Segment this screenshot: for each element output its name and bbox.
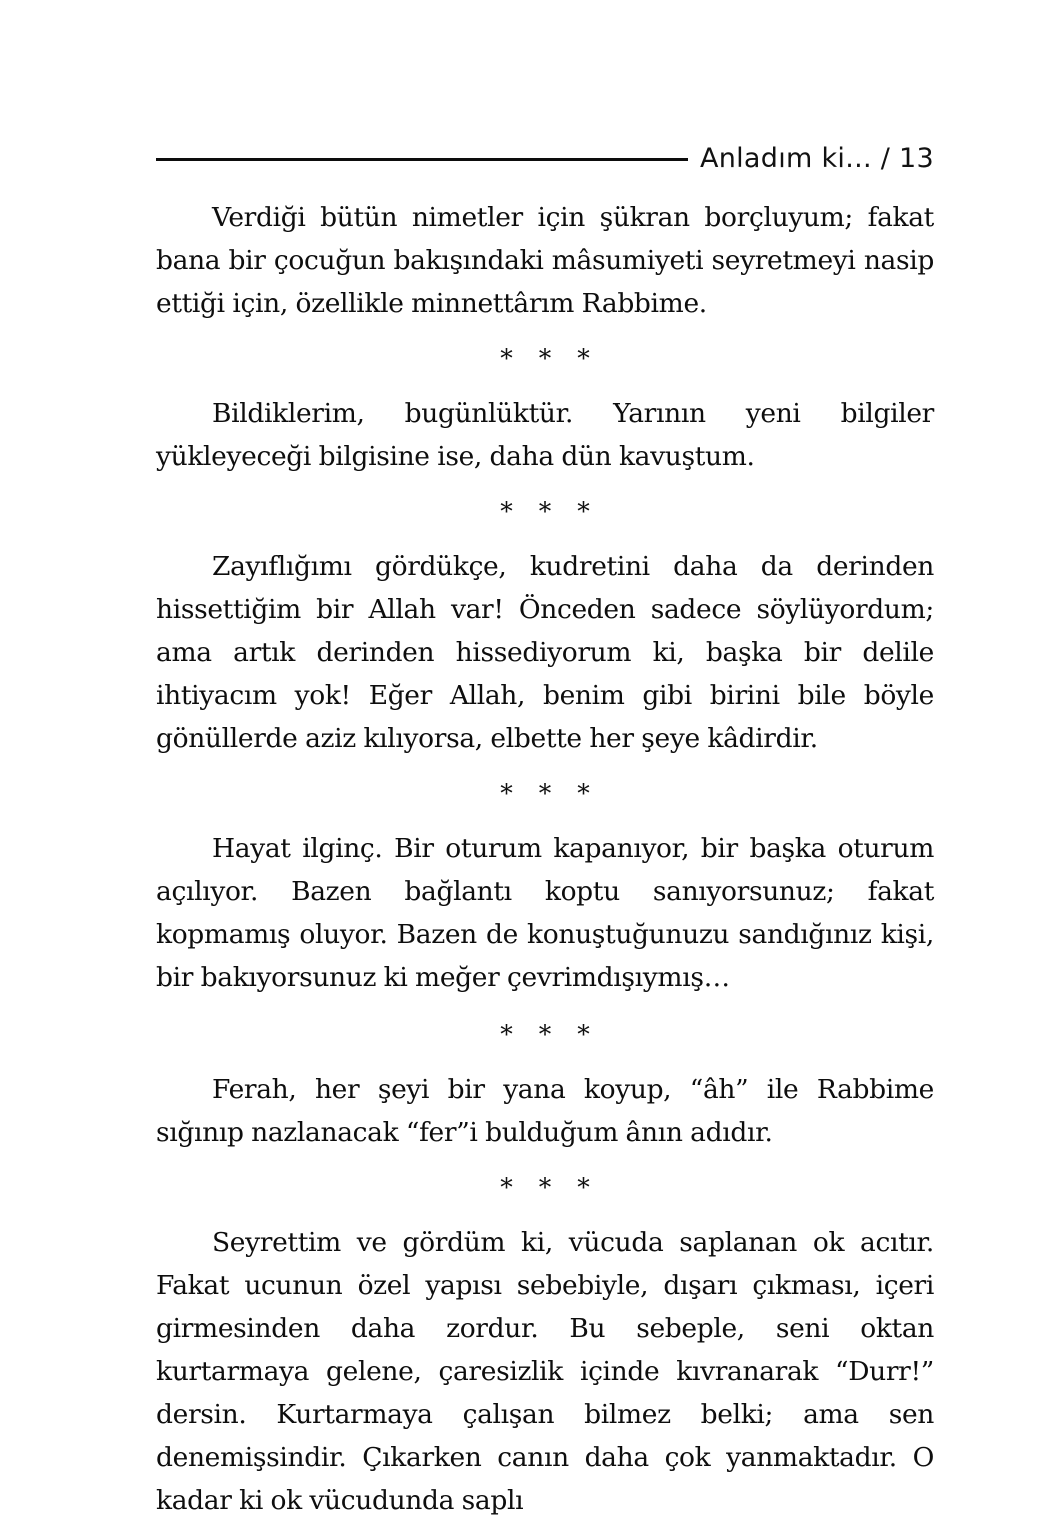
paragraph-1: Verdiği bütün nimetler için şükran borçluyum; fakat bana bir çocuğun bakışındaki mâsumiyeti seyretmeyi nasip ettiği için, özellikle minnettârım Rabbime. (156, 202, 934, 319)
spacer (156, 380, 934, 392)
asterisk-separator-4: * * * (500, 1020, 599, 1049)
paragraph-2: Bildiklerim, bugünlüktür. Yarının yeni bilgiler yükleyeceği bilgisine ise, daha dün kavuştum. (156, 398, 934, 472)
spacer (156, 760, 934, 772)
asterisk-separator-5: * * * (500, 1173, 599, 1202)
running-head-title: Anladım ki... / 13 (699, 142, 934, 174)
asterisk-separator-1: * * * (500, 344, 599, 373)
spacer (156, 325, 934, 337)
spacer (156, 999, 934, 1013)
paragraph-5: Ferah, her şeyi bir yana koyup, “âh” ile Rabbime sığınıp nazlanacak “fer”i bulduğum ânın adıdır. (156, 1074, 934, 1148)
spacer (156, 533, 934, 545)
spacer (156, 1209, 934, 1221)
paragraph-6: Seyrettim ve gördüm ki, vücuda saplanan ok acıtır. Fakat ucunun özel yapısı sebebiyle, dışarı çıkması, içeri girmesinden daha zordur. Bu sebeple, seni oktan kurtarmaya gelene, çaresizlik içinde kıvranarak “Durr!” dersin. Kurtarmaya çalışan bilmez belki; ama sen denemişsindir. Çıkarken canın daha çok yanmaktadır. O kadar ki ok vücudunda saplı (156, 1227, 934, 1516)
header-divider-rule (156, 158, 688, 161)
asterisk-separator-2: * * * (500, 497, 599, 526)
body-text-column (156, 196, 934, 1522)
spacer (156, 1154, 934, 1166)
spacer (156, 1056, 934, 1068)
paragraph-3: Zayıflığımı gördükçe, kudretini daha da derinden hissettiğim bir Allah var! Önceden sadece söylüyordum; ama artık derinden hissediyorum ki, başka bir delile ihtiyacım yok! Eğer Allah, benim gibi birini bile böyle gönüllerde aziz kılıyorsa, elbette her şeye kâdirdir. (156, 551, 934, 754)
paragraph-4: Hayat ilginç. Bir oturum kapanıyor, bir başka oturum açılıyor. Bazen bağlantı koptu sanıyorsunuz; fakat kopmamış oluyor. Bazen de konuştuğunuzu sandığınız kişi, bir bakıyorsunuz ki meğer çevrimdışıymış… (156, 833, 934, 993)
asterisk-separator-3: * * * (500, 779, 599, 808)
running-head (156, 138, 934, 178)
spacer (156, 478, 934, 490)
spacer (156, 815, 934, 827)
